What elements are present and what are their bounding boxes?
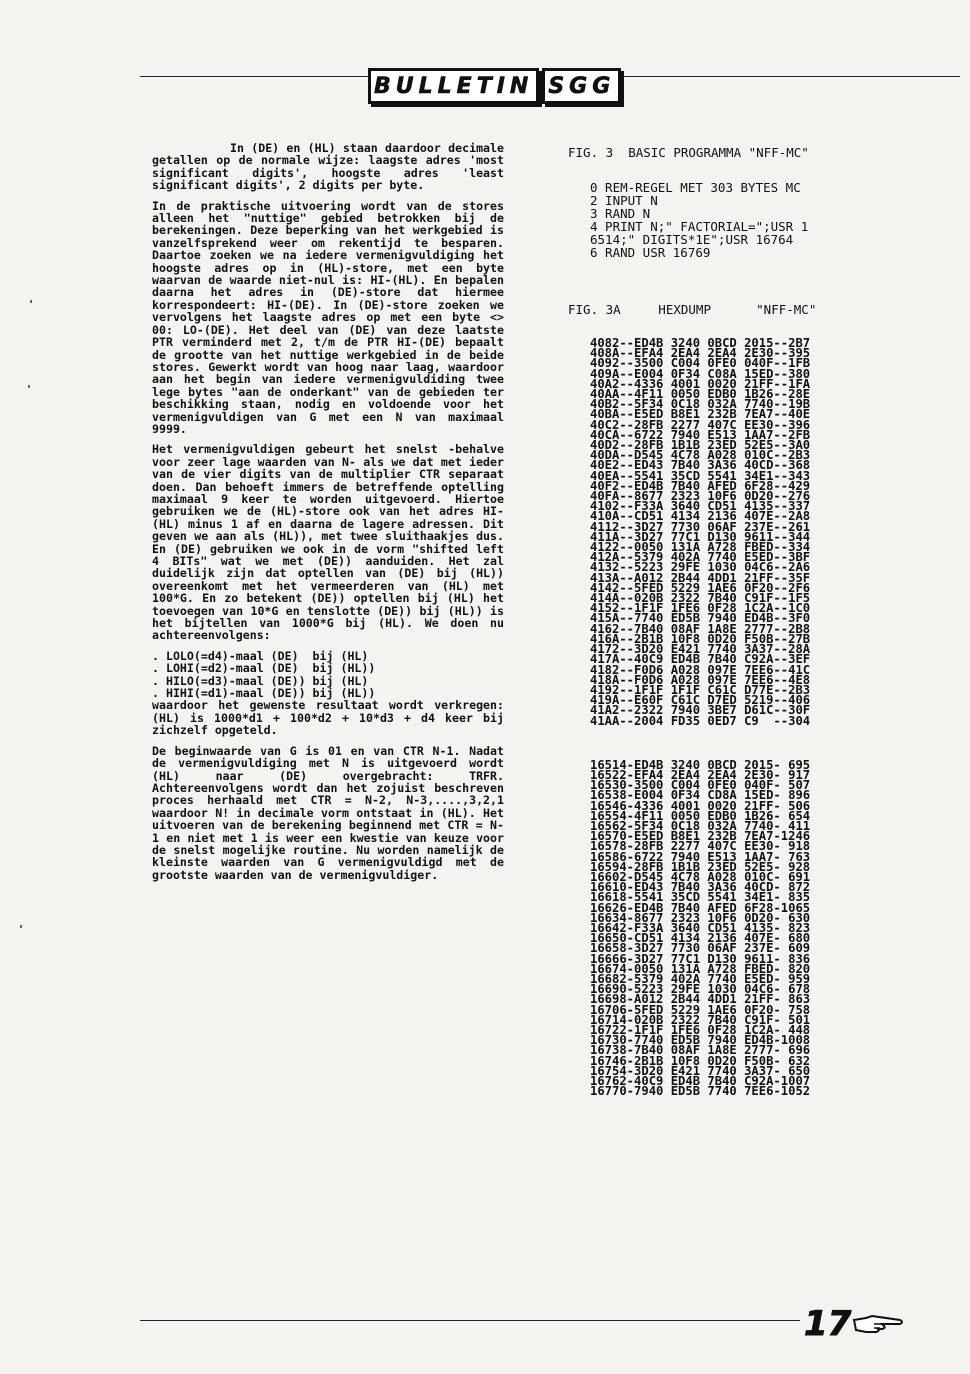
dump-line: 413A--A012 2B44 4DD1 21FF--35F	[590, 570, 811, 585]
dump-line: 16570-E5ED B8E1 232B 7EA7-1246	[590, 829, 811, 844]
dump-line: 417A--40C9 ED4B 7B40 C92A--3EF	[590, 652, 811, 667]
masthead-sgg-text: SGG	[548, 73, 616, 99]
paragraph-steps: . LOLO(=d4)-maal (DE) bij (HL) . LOHI(=d2)-maal (DE) bij (HL)) . HILO(=d3)-maal (DE)) bij (HL) . HIHI(=d1)-maal (DE)) bij (HL)) waardoor het gewenste resultaat wordt verkregen: (HL) is 1000*d1 + 100*d2 + 10*d3 + d4 keer bij zichzelf opgeteld.	[152, 648, 504, 738]
dump-line: 16554-4F11 0050 EDB0 1B26- 654	[590, 808, 811, 823]
paragraph: Het vermenigvuldigen gebeurt het snelst -behalve voor zeer lage waarden van N- als we dat met ieder van de vier digits van de multiplier CTR separaat doen. Dan behoeft immers de betreffende optelling maximaal 9 keer te worden uitgevoerd. Hiertoe gebruiken we de (HL)-store ook van het adres HI-(HL) minus 1 af en daarna de lagere adressen. Dit geven we aan als (HL)), met twee sluithaakjes dus. En (DE) gebruiken we ook in de vorm "shifted left 4 BITs" wat we met (DE)) aanduiden. Het zal duidelijk zijn dat optellen van (DE) bij (HL)) overeenkomt met het vermeerderen van (HL) met 100*G. En zo betekent (DE)) optellen bij (HL) het toevoegen van 10*G en tenslotte (DE)) bij (HL)) is het bijtellen van 1000*G bij (HL). We doen nu achtereenvolgens:	[152, 442, 511, 643]
dump-line: 16626-ED4B 7B40 AFED 6F28-1065	[590, 900, 811, 915]
dump-line: 16538-E004 0F34 CD8A 15ED- 896	[590, 788, 811, 803]
dump-line: 412A--5379 402A 7740 E5ED--3BF	[590, 550, 811, 565]
dump-line: 16618-5541 35CD 5541 34E1- 835	[590, 890, 811, 905]
dump-line: 16754-3D20 E421 7740 3A37- 650	[590, 1063, 811, 1078]
dump-line: 16642-F33A 3640 CD51 4135- 823	[590, 920, 811, 935]
masthead-word-sgg	[542, 68, 621, 104]
pointing-hand-icon	[852, 1312, 904, 1336]
dump-line: 40EA--5541 35CD 5541 34E1--343	[590, 468, 811, 483]
article-text-column	[152, 141, 511, 889]
dump-line: 16722-1F1F 1FE6 0F28 1C2A- 448	[590, 1023, 811, 1037]
dump-line: 4172--3D20 E421 7740 3A37--28A	[590, 642, 811, 657]
basic-program-listing: 0 REM-REGEL MET 303 BYTES MC 2 INPUT N 3 RAND N 4 PRINT N;" FACTORIAL=";USR 1 6514;" DIGITS*1E";USR 16764 6 RAND USR 16769	[590, 180, 809, 260]
dump-line: 4112--3D27 7730 06AF 237E--261	[590, 519, 811, 534]
dump-line: 411A--3D27 77C1 D130 9611--344	[590, 529, 811, 544]
dump-line: 414A--020B 2322 7B40 C91F--1F5	[590, 591, 811, 606]
scan-speck	[28, 385, 30, 388]
dump-line: 40C2--28FB 2277 407C EE30--396	[590, 417, 811, 432]
dump-line: 16514-ED4B 3240 0BCD 2015- 695	[590, 757, 811, 772]
paragraph: In (DE) en (HL) staan daardoor decimale getallen op de normale wijze: laagste adres 'most significant digits', hoogste adres 'least significant digits', 2 digits per byte.	[152, 141, 511, 193]
dump-line: 16586-6722 7940 E513 1AA7- 763	[590, 849, 811, 864]
dump-line: 409A--E004 0F34 C08A 15ED--380	[590, 366, 811, 381]
dump-line: 4122--0050 131A A728 FBED--334	[590, 540, 811, 555]
dump-line: 16690-5223 29FE 1030 04C6- 678	[590, 982, 811, 997]
dump-line: 40BA--E5ED B8E1 232B 7EA7--40E	[590, 407, 811, 422]
dump-line: 16666-3D27 77C1 D130 9611- 836	[590, 951, 811, 966]
dump-line: 16746-2B1B 10F8 0D20 F50B- 632	[590, 1053, 811, 1068]
dump-line: 4162--7B40 08AF 1A8E 2777--2B8	[590, 621, 811, 636]
dump-line: 410A--CD51 4134 2136 407E--2A8	[590, 509, 811, 524]
dump-line: 16762-40C9 ED4B 7B40 C92A-1007	[590, 1074, 811, 1089]
dump-line: 16714-020B 2322 7B40 C91F- 501	[590, 1012, 811, 1027]
listing-column	[568, 145, 938, 1099]
dump-line: 418A--F0D6 A028 097E 7EE6--4E8	[590, 672, 811, 687]
dump-line: 416A--2B1B 10F8 0D20 F50B--27B	[590, 631, 811, 646]
dump-line: 4082--ED4B 3240 0BCD 2015--2B7	[590, 336, 811, 350]
dump-line: 4192--1F1F 1F1F C61C D77E--2B3	[590, 682, 811, 697]
masthead-word-bulletin	[368, 68, 539, 104]
dump-line: 4152--1F1F 1FE6 0F28 1C2A--1C0	[590, 601, 811, 616]
paragraph: De beginwaarde van G is 01 en van CTR N-1. Nadat de vermenigvuldiging met N is uitgevoerd wordt (HL) naar (DE) overgebracht: TRFR. Achtereenvolgens wordt dan het zojuist beschreven proces herhaald met CTR = N-2, N-3,....,3,2,1 waardoor N! in decimale vorm ontstaat in (HL). Het uitvoeren van de berekening beginnend met CTR = N-1 en niet met 1 is weer een kwestie van keuze voor de snelst mogelijke routine. Nu worden namelijk de kleinste waarden van G vermenigvuldigd met de grootste waarden van de vermenigvuldiger.	[152, 743, 511, 882]
dump-line: 415A--7740 ED5B 7940 ED4B--3F0	[590, 611, 811, 626]
footer-rule	[140, 1320, 800, 1321]
scan-speck	[20, 925, 22, 928]
dump-line: 16530-3500 C004 0FE0 040F- 507	[590, 778, 811, 793]
dump-line: 16602-D545 4C78 A028 010C- 691	[590, 869, 811, 884]
dump-line: 16610-ED43 7B40 3A36 40CD- 872	[590, 880, 811, 895]
dump-line: 40D2--28FB 1B1B 23ED 52E5--3A0	[590, 438, 811, 453]
dump-line: 4142--5FED 5229 1AE6 0F20--2F6	[590, 580, 811, 595]
dump-line: 4182--F0D6 A028 097E 7EE6--41C	[590, 662, 811, 677]
dump-line: 16770-7940 ED5B 7740 7EE6-1052	[590, 1084, 811, 1099]
dump-line: 40E2--ED43 7B40 3A36 40CD--368	[590, 458, 811, 473]
masthead-bulletin-text: BULLETIN	[374, 73, 534, 99]
dump-line: 40F2--ED4B 7B40 AFED 6F28--429	[590, 478, 811, 493]
dump-line: 40A2--4336 4001 0020 21FF--1FA	[590, 376, 811, 391]
dump-line: 419A--E60F C61C D7ED 5219--406	[590, 693, 811, 708]
dump-line: 40DA--D545 4C78 A028 010C--2B3	[590, 448, 811, 463]
dump-line: 16730-7740 ED5B 7940 ED4B-1008	[590, 1033, 811, 1048]
dump-line: 41AA--2004 FD35 0ED7 C9 --304	[590, 713, 811, 728]
decimal-dump-listing	[590, 757, 938, 1099]
dump-line: 16594-28FB 1B1B 23ED 52E5- 928	[590, 859, 811, 874]
dump-line: 16562-5F34 0C18 032A 7740- 411	[590, 818, 811, 833]
dump-line: 41A2--2322 7940 3BE7 D61C--30F	[590, 703, 811, 718]
dump-line: 40CA--6722 7940 E513 1AA7--2FB	[590, 427, 811, 442]
dump-line: 4132--5223 29FE 1030 04C6--2A6	[590, 560, 811, 575]
dump-line: 16738-7B40 08AF 1A8E 2777- 696	[590, 1043, 811, 1058]
fig3-title: FIG. 3 BASIC PROGRAMMA "NFF-MC"	[568, 145, 809, 160]
dump-line: 16634-8677 2323 10F6 0D20- 630	[590, 910, 811, 925]
dump-line: 40B2--5F34 0C18 032A 7740--19B	[590, 397, 811, 412]
dump-line: 40FA--8677 2323 10F6 0D20--276	[590, 489, 811, 504]
dump-line: 16698-A012 2B44 4DD1 21FF- 863	[590, 992, 811, 1007]
masthead-logo	[368, 64, 621, 108]
page-number: 17	[804, 1304, 852, 1344]
paragraph: In de praktische uitvoering wordt van de stores alleen het "nuttige" gebied betrokken bij de berekeningen. Deze beperking van het werkgebied is vanzelfsprekend weer om rekentijd te besparen. Daartoe zoeken we na iedere vermenigvuldiging het hoogste adres op in (HL)-store, met een byte waarvan de waarde niet-nul is: HI-(HL). En bepalen daarna het adres in (DE)-store dat hiermee korrespondeert: HI-(DE). In (DE)-store zoeken we vervolgens het laagste adres op met een byte <> 00: LO-(DE). Het deel van (DE) van deze laatste PTR verminderd met 2, t/m de PTR HI-(DE) bepaalt de grootte van het nuttige werkgebied in de beide stores. Gewerkt wordt van hoog naar laag, waardoor aan het begin van iedere vermenigvuldiding twee lege bytes "aan de onderkant" van de gebieden ter beschikking staan, nodig en voldoende voor het vermenigvuldigen van G met een N van maximaal 9999.	[152, 198, 511, 436]
dump-line: 16706-5FED 5229 1AE6 0F20- 758	[590, 1002, 811, 1017]
dump-line: 16546-4336 4001 0020 21FF- 506	[590, 798, 811, 813]
scan-speck	[30, 300, 32, 303]
fig3a-title: FIG. 3A HEXDUMP "NFF-MC"	[568, 302, 817, 317]
dump-line: 16578-28FB 2277 407C EE30- 918	[590, 839, 811, 854]
dump-line: 4102--F33A 3640 CD51 4135--337	[590, 499, 811, 514]
dump-line: 16658-3D27 7730 06AF 237E- 609	[590, 941, 811, 956]
hex-dump-listing	[590, 338, 938, 726]
dump-line: 408A--EFA4 2EA4 2EA4 2E30--395	[590, 346, 811, 361]
dump-line: 4092--3500 C004 0FE0 040F--1FB	[590, 356, 811, 371]
dump-line: 16522-EFA4 2EA4 2EA4 2E30- 917	[590, 767, 811, 782]
dump-line: 40AA--4F11 0050 EDB0 1B26--28E	[590, 387, 811, 402]
dump-line: 16674-0050 131A A728 FBED- 820	[590, 961, 811, 976]
dump-line: 16650-CD51 4134 2136 407E- 680	[590, 931, 811, 946]
dump-line: 16682-5379 402A 7740 E5ED- 959	[590, 971, 811, 986]
